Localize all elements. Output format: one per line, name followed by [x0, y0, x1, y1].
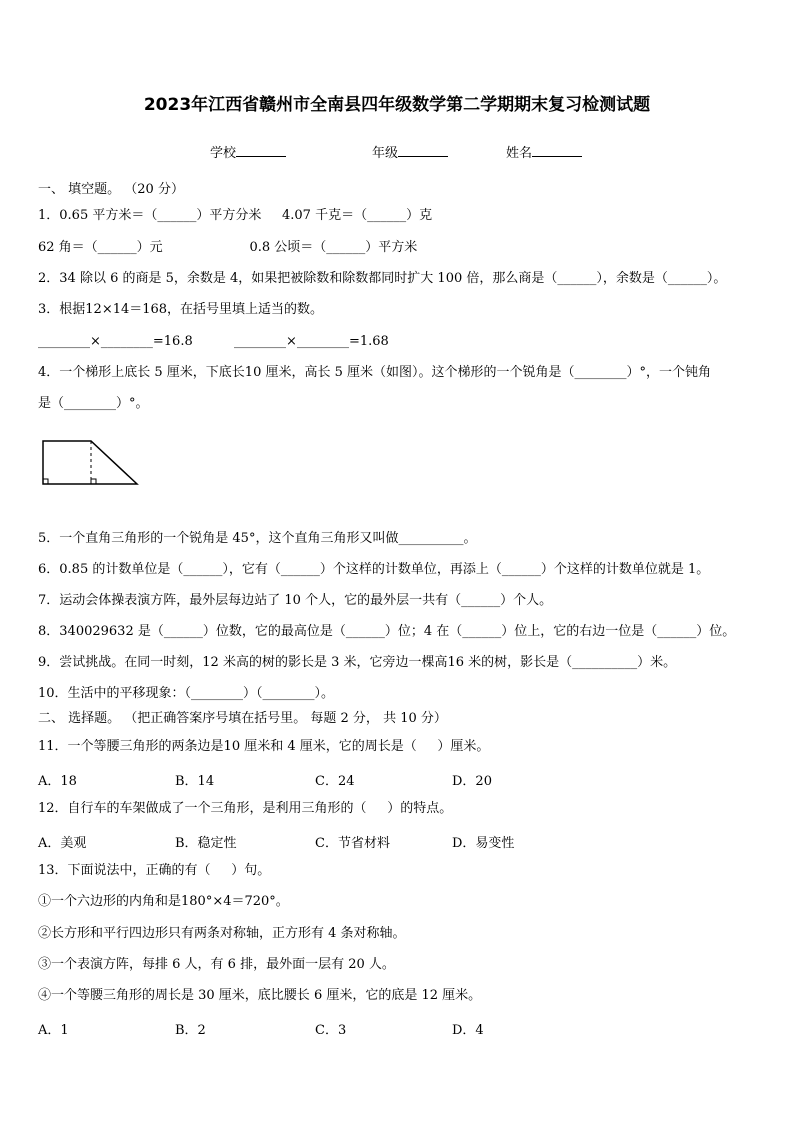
question-2: 2．34 除以 6 的商是 5，余数是 4，如果把被除数和除数都同时扩大 100 倍，那么商是（______），余数是（______）。: [38, 271, 727, 286]
school-field: [210, 142, 286, 161]
question-12: 12．自行车的车架做成了一个三角形，是利用三角形的（ ）的特点。: [38, 801, 453, 816]
q12-option-d: D．易变性: [452, 836, 515, 851]
q13-statement-2: ②长方形和平行四边形只有两条对称轴，正方形有 4 条对称轴。: [38, 926, 406, 941]
q13-option-b: B．2: [175, 1023, 206, 1038]
trapezoid-figure: [40, 438, 144, 490]
q11-option-b: B．14: [175, 774, 215, 789]
question-3-blanks: ________×________=16.8 ________×________=1.68: [38, 334, 389, 349]
q12-option-a: A．美观: [38, 836, 87, 851]
question-8: 8．340029632 是（______）位数，它的最高位是（______）位；4 在（______）位上，它的右边一位是（______）位。: [38, 624, 736, 639]
q13-option-a: A．1: [38, 1023, 69, 1038]
q11-option-c: C．24: [315, 774, 355, 789]
question-10: 10．生活中的平移现象：（________）（________）。: [38, 686, 335, 701]
q13-statement-1: ①一个六边形的内角和是180°×4＝720°。: [38, 894, 289, 909]
name-label: 姓名: [506, 146, 533, 161]
question-4b: 是（________）°。: [38, 396, 149, 411]
q12-option-b: B．稳定性: [175, 836, 237, 851]
page-title: 2023年江西省赣州市全南县四年级数学第二学期期末复习检测试题: [143, 95, 651, 115]
question-1b: 62 角＝（______）元 0.8 公顷＝（______）平方米: [38, 240, 418, 255]
section-2-heading: 二、 选择题。 （把正确答案序号填在括号里。 每题 2 分， 共 10 分）: [38, 711, 447, 726]
q13-option-d: D．4: [452, 1023, 484, 1038]
question-5: 5．一个直角三角形的一个锐角是 45°，这个直角三角形又叫做__________。: [38, 531, 477, 546]
question-11: 11．一个等腰三角形的两条边是10 厘米和 4 厘米，它的周长是（ ）厘米。: [38, 739, 490, 754]
question-7: 7．运动会体操表演方阵，最外层每边站了 10 个人，它的最外层一共有（______）个人。: [38, 593, 553, 608]
grade-field: [372, 142, 448, 161]
question-13: 13．下面说法中，正确的有（ ）句。: [38, 863, 271, 878]
q13-statement-4: ④一个等腰三角形的周长是 30 厘米，底比腰长 6 厘米，它的底是 12 厘米。: [38, 988, 482, 1003]
grade-label: 年级: [372, 146, 399, 161]
q12-option-c: C．节省材料: [315, 836, 390, 851]
question-6: 6．0.85 的计数单位是（______），它有（______）个这样的计数单位，再添上（______）个这样的计数单位就是 1。: [38, 562, 710, 577]
q13-option-c: C．3: [315, 1023, 347, 1038]
q13-statement-3: ③一个表演方阵，每排 6 人，有 6 排，最外面一层有 20 人。: [38, 957, 395, 972]
question-1a: 1．0.65 平方米＝（______）平方分米 4.07 千克＝（______）克: [38, 208, 433, 223]
school-label: 学校: [210, 146, 237, 161]
question-9: 9．尝试挑战。在同一时刻，12 米高的树的影长是 3 米，它旁边一棵高16 米的树，影长是（__________）米。: [38, 655, 677, 670]
q11-option-a: A．18: [38, 774, 77, 789]
section-1-heading: 一、 填空题。 （20 分）: [38, 182, 184, 197]
question-4a: 4．一个梯形上底长 5 厘米，下底长10 厘米，高长 5 厘米（如图）。这个梯形的一个锐角是（________）°，一个钝角: [38, 365, 712, 380]
name-field: [506, 142, 582, 161]
question-3: 3．根据12×14＝168，在括号里填上适当的数。: [38, 302, 324, 317]
q11-option-d: D．20: [452, 774, 492, 789]
